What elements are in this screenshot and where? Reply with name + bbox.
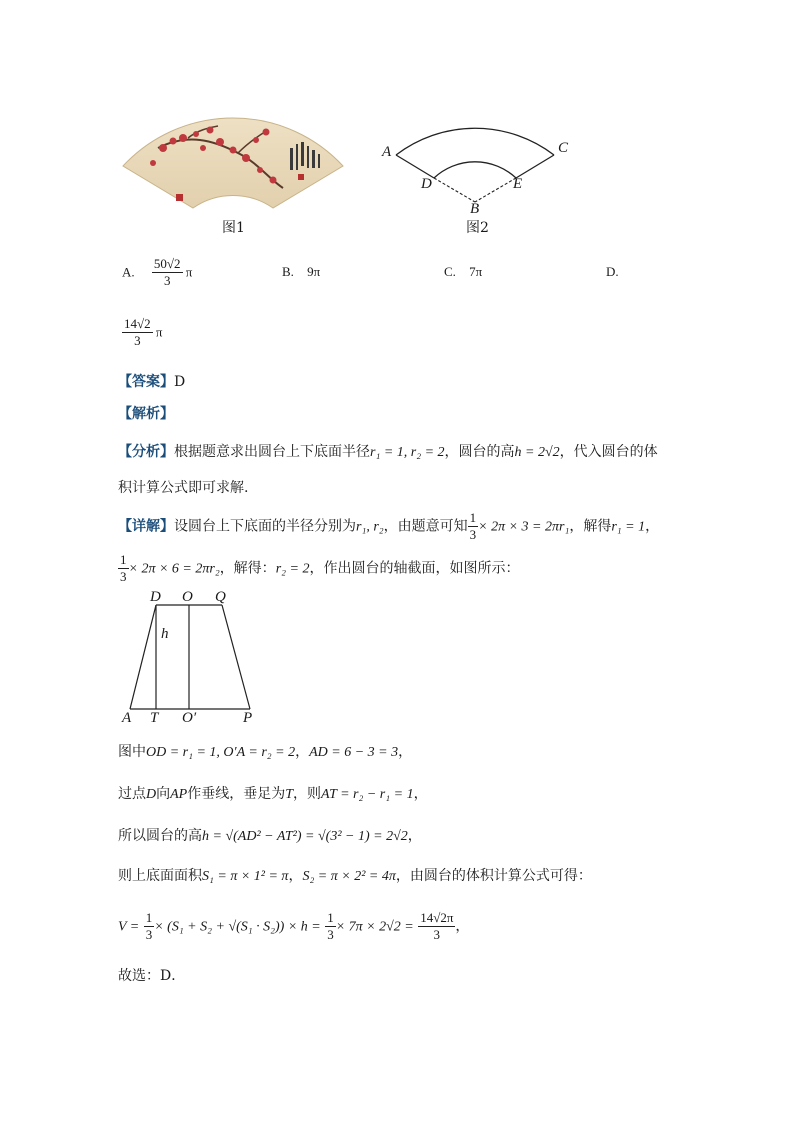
trap-label-h: h [161,626,169,642]
trap-label-Q: Q [215,589,226,605]
trap-label-D: D [150,589,161,605]
step-line-3: 所以圆台的高h = √(AD² − AT²) = √(3² − 1) = 2√2， [118,828,422,844]
figure2-caption: 图2 [466,220,489,236]
fig2-label-A: A [382,144,392,160]
option-b[interactable]: B. 9π [282,264,321,279]
step-line-6: 故选：D． [118,968,186,984]
trapezoid-diagram [120,585,270,730]
option-a-label: A. [122,264,135,280]
option-a-fraction: $\frac{50√2}{3}$ [153,256,181,288]
figure1-caption: 图1 [222,220,245,236]
fan-painting-icon [118,108,348,213]
answer-tag: 【答案】 [118,374,174,390]
answer-line [118,372,185,392]
option-d-value: $\frac{14√2}{3}$ π [124,316,163,348]
option-a[interactable]: A. $\frac{50√2}{3}$ π [122,256,193,288]
analysis-line-2: 积计算公式即可求解. [118,480,249,496]
trap-label-O-prime: O′ [182,710,197,726]
trap-label-O: O [182,589,193,605]
option-c[interactable]: C. 7π [444,264,483,279]
fig2-label-E: E [513,176,523,192]
fig2-label-B: B [470,201,480,217]
option-d-fraction: $\frac{14√2}{3}$ [124,316,151,348]
trap-label-P: P [243,710,253,726]
fig2-label-C: C [558,140,569,156]
analysis-section-tag: 【解析】 [118,406,174,422]
step-line-4: 则上底面面积S₁ = π × 1² = π，S₂ = π × 2² = 4π，由圆台的体积计算公式可得： [118,868,592,884]
step-line-1: 图中OD = r₁ = 1, O′A = r₂ = 2，AD = 6 − 3 = 3， [118,744,413,760]
step-line-2: 过点D向AP作垂线，垂足为T，则AT = r₂ − r₁ = 1， [118,786,428,802]
trap-label-A: A [122,710,132,726]
answer-value: D [174,374,186,390]
step-line-5: V = $\frac{1}{3}$ × (S₁ + S₂ + √(S₁ · S₂)) × h = $\frac{1}{3}$ × 7π × 2√2 = $\frac{14√2\pi}{3}$ ， [118,910,470,942]
fig2-label-D: D [421,176,432,192]
trapezoid-diagram-icon [120,585,270,730]
trap-label-T: T [150,710,159,726]
detail-line-1: 【详解】设圆台上下底面的半径分别为r₁, r₂，由题意可知 $\frac{1}{3}$ × 2π × 3 = 2πr₁，解得r₁ = 1， [118,510,660,542]
fan-painting-figure [118,108,348,213]
analysis-line-1: 【分析】根据题意求出圆台上下底面半径r₁ = 1, r₂ = 2，圆台的高h = 2√2，代入圆台的体 [118,444,658,460]
detail-line-2: $\frac{1}{3}$ × 2π × 6 = 2πr₂，解得：r₂ = 2，作出圆台的轴截面，如图所示： [120,552,520,584]
option-d[interactable]: D. [606,264,619,279]
